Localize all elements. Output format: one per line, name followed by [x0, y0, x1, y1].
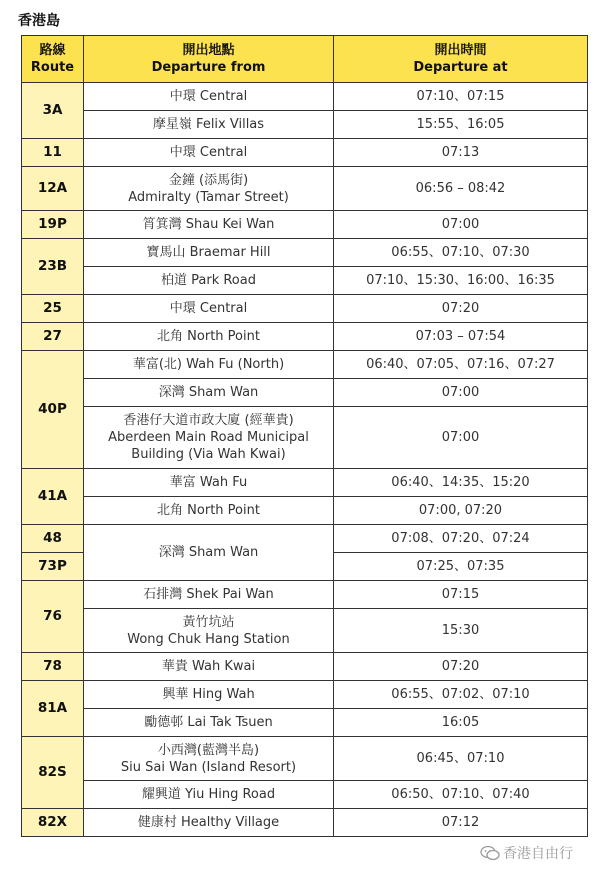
table-header-row	[22, 36, 588, 83]
table-row	[22, 581, 588, 609]
departure-from-cell	[84, 267, 334, 295]
departure-at-cell: 07:00	[334, 379, 588, 407]
route-cell: 78	[22, 653, 84, 681]
table-row	[22, 267, 588, 295]
departure-from-cell	[84, 83, 334, 111]
departure-at-cell: 06:40、14:35、15:20	[334, 469, 588, 497]
departure-at-cell: 06:56 – 08:42	[334, 167, 588, 211]
departure-from-line: 寶馬山 Braemar Hill	[146, 245, 271, 260]
departure-from-line: 華富 Wah Fu	[169, 475, 248, 490]
route-cell: 41A	[22, 469, 84, 525]
departure-at-cell: 07:15	[334, 581, 588, 609]
departure-from-line: 香港仔大道市政大廈 (經華貴)	[123, 413, 294, 428]
route-cell: 3A	[22, 83, 84, 139]
departure-from-cell	[84, 709, 334, 737]
departure-at-cell: 07:10、07:15	[334, 83, 588, 111]
departure-from-line: Building (Via Wah Kwai)	[131, 447, 286, 462]
departure-from-cell	[84, 581, 334, 609]
departure-at-cell: 07:00, 07:20	[334, 497, 588, 525]
departure-at-cell: 06:40、07:05、07:16、07:27	[334, 351, 588, 379]
departure-from-cell	[84, 111, 334, 139]
watermark	[480, 843, 573, 863]
table-row	[22, 469, 588, 497]
table-row	[22, 709, 588, 737]
header-route-en: Route	[30, 60, 75, 75]
table-body	[22, 83, 588, 837]
departure-from-line: 深灣 Sham Wan	[158, 545, 259, 560]
departure-from-cell	[84, 295, 334, 323]
departure-from-line: 筲箕灣 Shau Kei Wan	[142, 217, 275, 232]
departure-from-line: 中環 Central	[169, 145, 248, 160]
departure-from-cell	[84, 239, 334, 267]
table-row	[22, 111, 588, 139]
departure-at-cell: 07:20	[334, 295, 588, 323]
table-row	[22, 211, 588, 239]
departure-at-cell: 06:55、07:02、07:10	[334, 681, 588, 709]
departure-from-cell	[84, 525, 334, 581]
departure-from-line: 黃竹坑站	[182, 614, 235, 630]
departure-from-line: 北角 North Point	[157, 329, 260, 344]
table-row	[22, 167, 588, 211]
route-cell: 82S	[22, 737, 84, 809]
table-row	[22, 653, 588, 681]
route-cell: 23B	[22, 239, 84, 295]
route-cell: 19P	[22, 211, 84, 239]
header-at-en: Departure at	[413, 60, 508, 75]
table-row	[22, 681, 588, 709]
departure-from-line: 中環 Central	[169, 89, 248, 104]
route-cell: 73P	[22, 553, 84, 581]
departure-from-line: 摩星嶺 Felix Villas	[152, 117, 265, 132]
route-cell: 27	[22, 323, 84, 351]
table-row	[22, 781, 588, 809]
departure-at-cell: 07:00	[334, 407, 588, 469]
departure-at-cell: 07:20	[334, 653, 588, 681]
region-title: 香港島	[18, 13, 60, 29]
table-row	[22, 295, 588, 323]
departure-table	[21, 35, 588, 837]
header-departure-from	[84, 36, 334, 83]
departure-at-cell: 07:00	[334, 211, 588, 239]
departure-from-cell	[84, 211, 334, 239]
departure-at-cell: 07:03 – 07:54	[334, 323, 588, 351]
table-row	[22, 809, 588, 837]
departure-from-line: Aberdeen Main Road Municipal	[108, 430, 309, 445]
table-row	[22, 379, 588, 407]
departure-from-cell	[84, 379, 334, 407]
route-cell: 12A	[22, 167, 84, 211]
table-row	[22, 609, 588, 653]
departure-from-cell	[84, 609, 334, 653]
header-from-en: Departure from	[151, 60, 266, 75]
route-cell: 11	[22, 139, 84, 167]
departure-from-line: 深灣 Sham Wan	[158, 385, 259, 400]
departure-from-line: Admiralty (Tamar Street)	[128, 189, 289, 205]
departure-from-line: Wong Chuk Hang Station	[127, 631, 290, 647]
departure-from-cell	[84, 681, 334, 709]
route-cell: 48	[22, 525, 84, 553]
departure-at-cell: 06:50、07:10、07:40	[334, 781, 588, 809]
header-at-zh: 開出時間	[434, 43, 487, 58]
departure-from-line: 耀興道 Yiu Hing Road	[141, 787, 276, 802]
header-departure-at	[334, 36, 588, 83]
table-row	[22, 83, 588, 111]
departure-from-line: 興華 Hing Wah	[162, 687, 255, 702]
route-cell: 40P	[22, 351, 84, 469]
table-row	[22, 323, 588, 351]
table-row	[22, 737, 588, 781]
departure-from-cell	[84, 351, 334, 379]
departure-from-line: 中環 Central	[169, 301, 248, 316]
table-row	[22, 139, 588, 167]
departure-from-line: 柏道 Park Road	[161, 273, 256, 288]
departure-from-cell	[84, 781, 334, 809]
departure-from-cell	[84, 323, 334, 351]
departure-from-line: 健康村 Healthy Village	[137, 815, 280, 830]
departure-from-line: 華貴 Wah Kwai	[161, 659, 256, 674]
table-row	[22, 525, 588, 553]
route-cell: 25	[22, 295, 84, 323]
departure-from-line: 勵德邨 Lai Tak Tsuen	[144, 715, 273, 730]
departure-from-cell	[84, 809, 334, 837]
departure-at-cell: 07:08、07:20、07:24	[334, 525, 588, 553]
departure-from-line: Siu Sai Wan (Island Resort)	[120, 759, 297, 775]
departure-from-line: 北角 North Point	[157, 503, 260, 518]
watermark-text: 香港自由行	[503, 846, 573, 862]
departure-from-line: 石排灣 Shek Pai Wan	[143, 587, 274, 602]
route-cell: 76	[22, 581, 84, 653]
departure-from-cell	[84, 653, 334, 681]
departure-at-cell: 15:55、16:05	[334, 111, 588, 139]
departure-at-cell: 07:12	[334, 809, 588, 837]
departure-from-cell	[84, 167, 334, 211]
departure-at-cell: 06:55、07:10、07:30	[334, 239, 588, 267]
departure-at-cell: 07:10、15:30、16:00、16:35	[334, 267, 588, 295]
table-row	[22, 239, 588, 267]
departure-at-cell: 15:30	[334, 609, 588, 653]
departure-from-line: 金鐘 (添馬街)	[168, 172, 249, 188]
departure-from-cell	[84, 139, 334, 167]
table-row	[22, 497, 588, 525]
departure-at-cell: 07:25、07:35	[334, 553, 588, 581]
table-row	[22, 351, 588, 379]
departure-from-line: 華富(北) Wah Fu (North)	[132, 357, 285, 372]
departure-from-cell	[84, 737, 334, 781]
departure-from-cell	[84, 497, 334, 525]
departure-from-line: 小西灣(藍灣半島)	[157, 742, 260, 758]
wechat-icon	[480, 845, 500, 861]
departure-at-cell: 07:13	[334, 139, 588, 167]
table-row	[22, 407, 588, 469]
departure-at-cell: 06:45、07:10	[334, 737, 588, 781]
route-cell: 81A	[22, 681, 84, 737]
header-route	[22, 36, 84, 83]
departure-at-cell: 16:05	[334, 709, 588, 737]
header-route-zh: 路線	[39, 43, 66, 58]
route-cell: 82X	[22, 809, 84, 837]
departure-from-cell	[84, 407, 334, 469]
departure-from-cell	[84, 469, 334, 497]
header-from-zh: 開出地點	[182, 43, 235, 58]
